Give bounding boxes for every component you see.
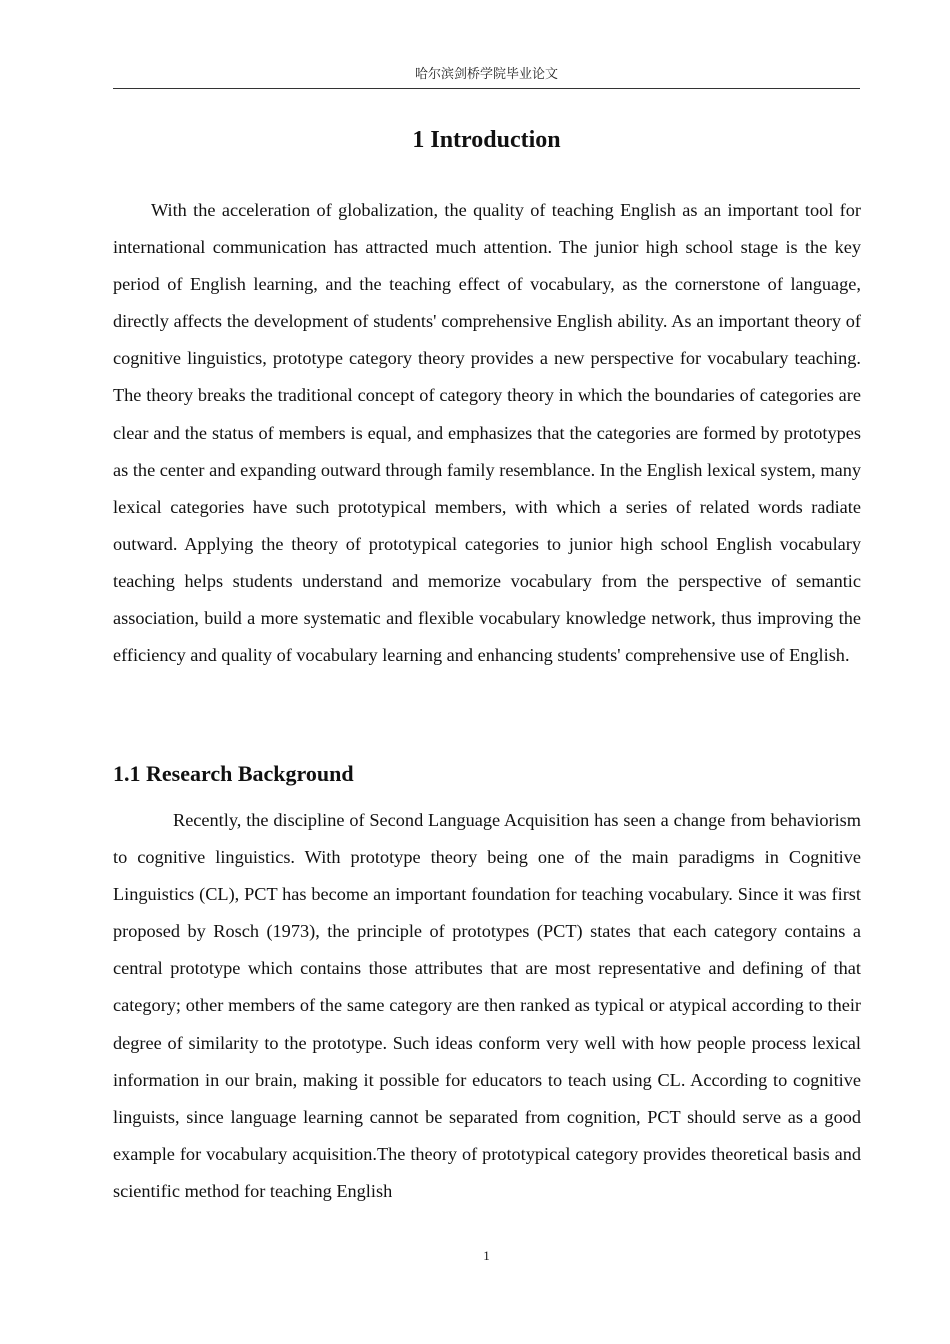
running-header: 哈尔滨剑桥学院毕业论文	[113, 66, 860, 89]
chapter-title: 1 Introduction	[412, 127, 561, 153]
page-number: 1	[483, 1248, 490, 1263]
research-background-paragraph: Recently, the discipline of Second Language Acquisition has seen a change from behaviorism to cognitive linguistics. With prototype theory being one of the main paradigms in Cognitive Linguistics (CL), PCT has become an important foundation for teaching vocabulary. Since it was first proposed by Rosch (1973), the principle of prototypes (PCT) states that each category contains a central prototype which contains those attributes that are most representative and defining of that category; other members of the same category are then ranked as typical or atypical according to their degree of similarity to the prototype. Such ideas conform very well with how people process lexical information in our brain, making it possible for educators to teach using CL. According to cognitive linguists, since language learning cannot be separated from cognition, PCT should serve as a good example for vocabulary acquisition.The theory of prototypical category provides theoretical basis and scientific method for teaching English	[113, 810, 861, 1201]
section-title: 1.1 Research Background	[113, 761, 354, 786]
introduction-paragraph: With the acceleration of globalization, the quality of teaching English as an important tool for international communication has attracted much attention. The junior high school stage is the key period of English learning, and the teaching effect of vocabulary, as the cornerstone of language, directly affects the development of students' comprehensive English ability. As an important theory of cognitive linguistics, prototype category theory provides a new perspective for vocabulary teaching. The theory breaks the traditional concept of category theory in which the boundaries of categories are clear and the status of members is equal, and emphasizes that the categories are formed by prototypes as the center and expanding outward through family resemblance. In the English lexical system, many lexical categories have such prototypical members, with which a series of related words radiate outward. Applying the theory of prototypical categories to junior high school English vocabulary teaching helps students understand and memorize vocabulary from the perspective of semantic association, build a more systematic and flexible vocabulary knowledge network, thus improving the efficiency and quality of vocabulary learning and enhancing students' comprehensive use of English.	[113, 200, 861, 666]
